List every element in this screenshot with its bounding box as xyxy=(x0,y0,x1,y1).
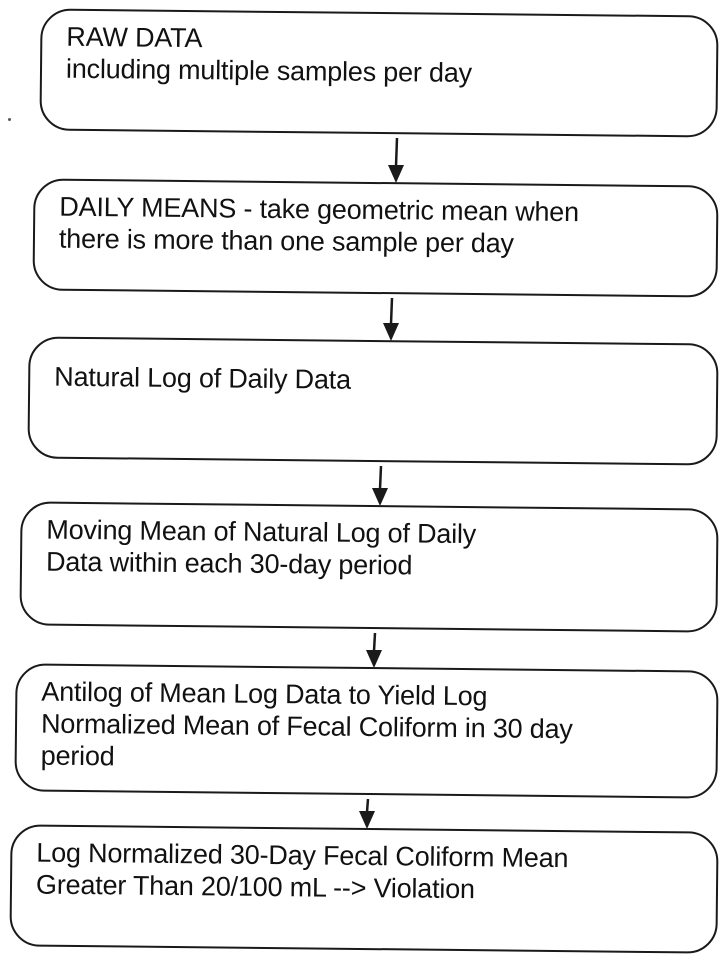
step-violation-text: Log Normalized 30-Day Fecal Coliform Mean Greater Than 20/100 mL --> Violation xyxy=(35,837,569,905)
step-natural-log-text: Natural Log of Daily Data xyxy=(54,361,352,395)
step-daily-means-text: DAILY MEANS - take geometric mean when there is more than one sample per day xyxy=(58,191,580,259)
step-raw-data xyxy=(39,8,718,137)
step-moving-mean-text: Moving Mean of Natural Log of Daily Data within each 30-day period xyxy=(45,514,477,581)
arrow-5 xyxy=(359,799,375,829)
scan-speck xyxy=(8,118,11,121)
arrow-2 xyxy=(383,298,399,341)
step-natural-log xyxy=(27,336,718,465)
arrow-3 xyxy=(372,466,388,506)
step-raw-data-text: RAW DATA including multiple samples per day xyxy=(65,21,473,88)
step-antilog-text: Antilog of Mean Log Data to Yield Log Normalized Mean of Fecal Coliform in 30 day period xyxy=(40,676,573,772)
arrow-1 xyxy=(388,138,404,183)
step-moving-mean xyxy=(19,501,718,632)
step-daily-means xyxy=(32,178,718,297)
step-antilog xyxy=(14,663,718,798)
step-violation xyxy=(9,824,718,953)
arrow-4 xyxy=(366,633,382,668)
